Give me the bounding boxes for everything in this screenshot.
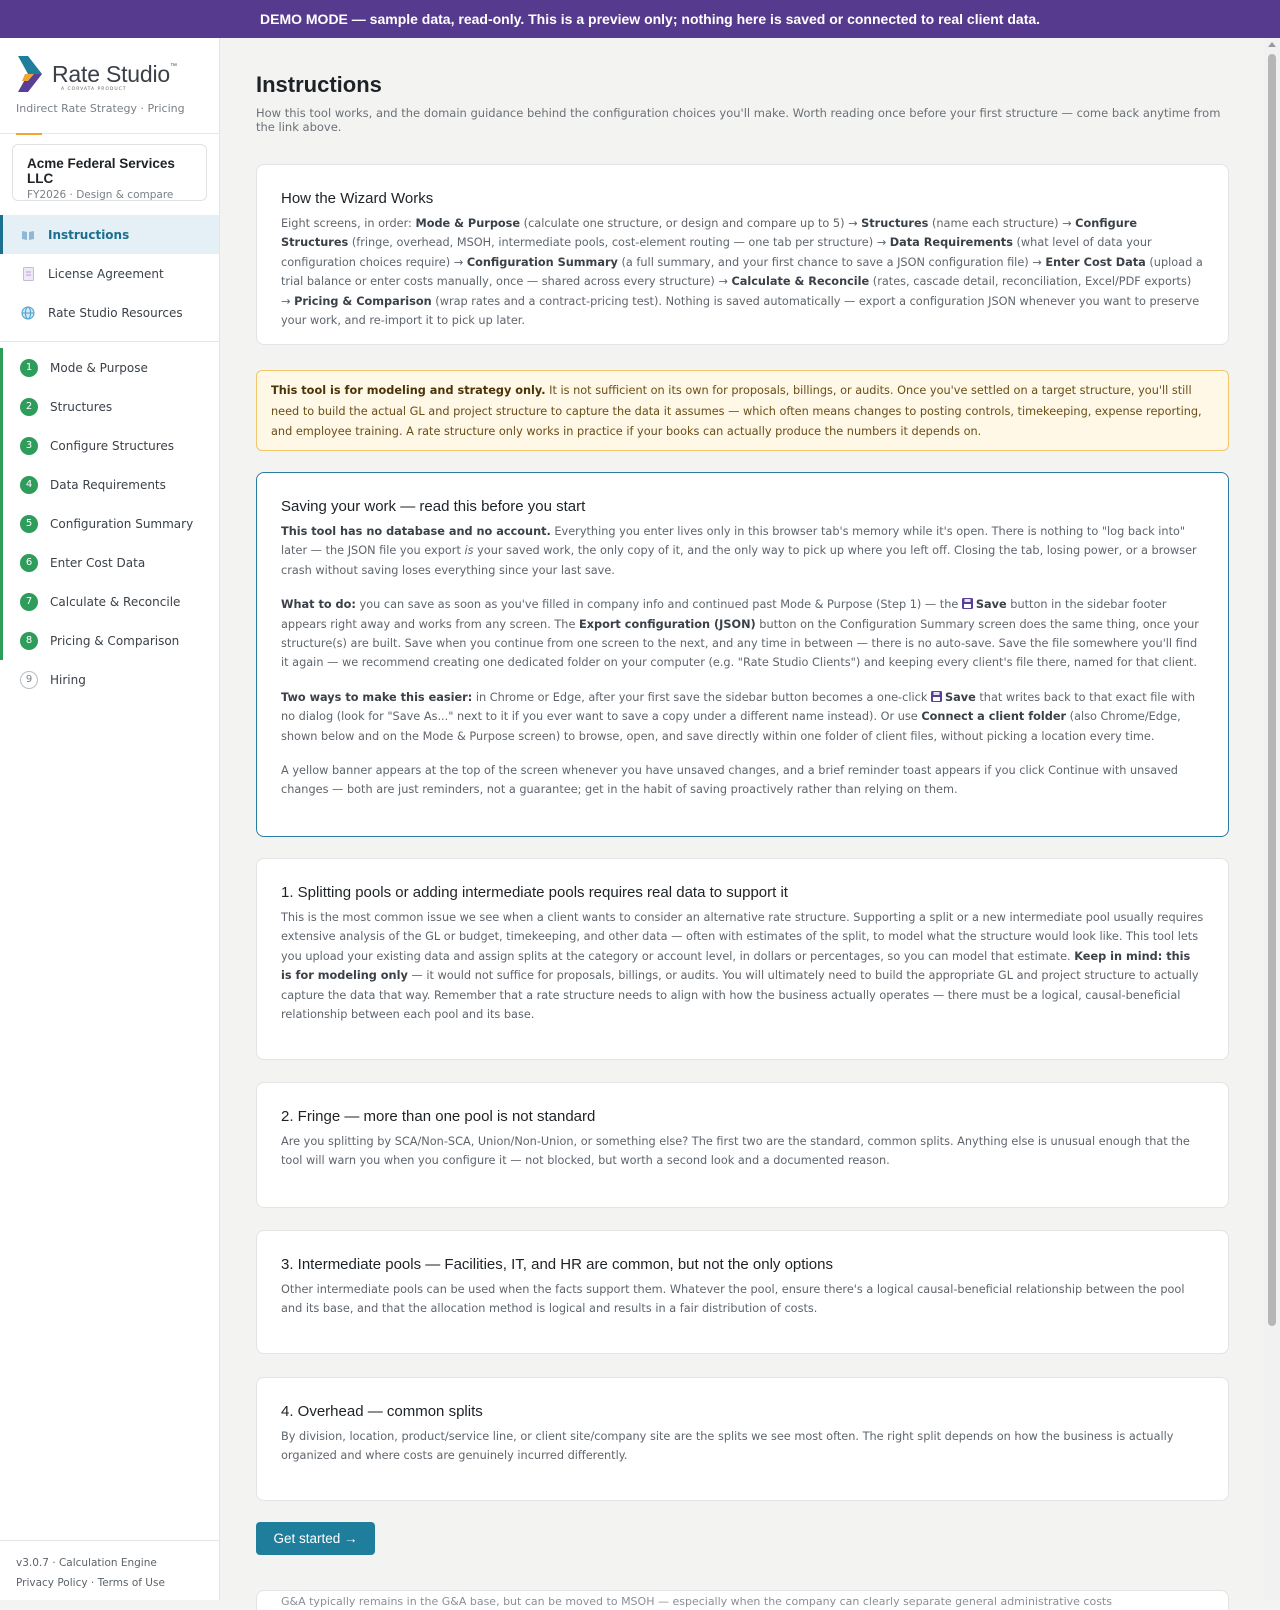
card-body: Are you splitting by SCA/Non-SCA, Union/Non-Union, or something else? The first two are the standard, common splits. Anything else is unusual enough that the tool will warn you when you configure it — not blocked, but worth a second look and a documented reason. (281, 1135, 1190, 1168)
sidebar-item-label: Configuration Summary (50, 516, 194, 531)
brand-accent-line (16, 133, 42, 135)
step-number-badge: 7 (20, 593, 38, 611)
sidebar-item-label: Pricing & Comparison (50, 633, 180, 648)
company-subtitle: FY2026 · Design & compare (27, 189, 174, 201)
sidebar-step-enter-cost-data[interactable] (0, 543, 219, 582)
step-number-badge: 3 (20, 437, 38, 455)
sidebar-step-data-requirements[interactable] (0, 465, 219, 504)
page-scrollbar[interactable] (1264, 38, 1280, 1600)
card-title: 4. Overhead — common splits (281, 1403, 483, 1420)
sidebar-divider (0, 341, 219, 342)
card-body: Other intermediate pools can be used when the facts support them. Whatever the pool, ensure there's a logical causal-beneficial relationship between the pool and its base, and that the allocation method is logical and results in a fair distribution of costs. (281, 1283, 1185, 1316)
sidebar-item-label: Hiring (50, 672, 86, 687)
card-title: 3. Intermediate pools — Facilities, IT, and HR are common, but not the only options (281, 1256, 833, 1273)
sidebar-item-label: Structures (50, 399, 113, 414)
sidebar-item-label: Mode & Purpose (50, 360, 148, 375)
step-number-badge: 8 (20, 632, 38, 650)
sidebar-item-license-agreement[interactable] (0, 254, 219, 293)
card-body: Eight screens, in order: Mode & Purpose (calculate one structure, or design and compare up to 5) → Structures (name each structure) → Configure Structures (fringe, overhead, MSOH, intermediate pools, cost-element routing — one tab per structure) → Data Requirements (what level of data your configuration choices require) → Configuration Summary (a full summary, and your first chance to save a JSON configuration file) → Enter Cost Data (upload a trial balance or enter costs manually, once — shared across every structure) → Calculate & Reconcile (rates, cascade detail, reconciliation, Excel/PDF exports) → Pricing & Comparison (wrap rates and a contract-pricing test). Nothing is saved automatically — export a configuration JSON whenever you want to preserve your work, and re-import it to pick up later. (281, 217, 1203, 328)
sidebar-item-label: Rate Studio Resources (48, 305, 183, 320)
step-number-badge: 1 (20, 359, 38, 377)
sidebar (0, 38, 220, 1600)
sidebar-step-hiring[interactable] (0, 660, 219, 699)
page-subtitle: How this tool works, and the domain guidance behind the configuration choices you'll make. Worth reading once before your first structure — come back anytime from the link above. (256, 106, 1221, 134)
card-title: How the Wizard Works (281, 190, 434, 207)
sidebar-footer (0, 1540, 219, 1600)
intermediate-pools-card (256, 1230, 1229, 1354)
brand-tagline: Indirect Rate Strategy · Pricing (16, 102, 185, 115)
sidebar-item-label: Calculate & Reconcile (50, 594, 181, 609)
card-title: 2. Fringe — more than one pool is not standard (281, 1108, 596, 1125)
sidebar-item-label: Configure Structures (50, 438, 175, 453)
globe-icon (20, 305, 36, 321)
saving-your-work-card (256, 472, 1229, 837)
sidebar-item-label: Enter Cost Data (50, 555, 146, 570)
floppy-disk-icon (931, 691, 942, 702)
footer-separator: · (87, 1577, 98, 1589)
book-icon (20, 227, 36, 243)
rate-studio-logo-icon (16, 54, 44, 94)
page-title: Instructions (256, 72, 382, 97)
floppy-disk-icon (962, 598, 973, 609)
next-card-partial (256, 1590, 1229, 1610)
step-number-badge: 4 (20, 476, 38, 494)
terms-of-use-link[interactable]: Terms of Use (97, 1577, 165, 1589)
card-paragraph: A yellow banner appears at the top of the screen whenever you have unsaved changes, and a brief reminder toast appears if you click Continue with unsaved changes — both are just reminders, not a guarantee; get in the habit of saving proactively rather than relying on them. (281, 764, 1178, 797)
sidebar-item-label: Data Requirements (50, 477, 166, 492)
sidebar-item-instructions[interactable] (0, 215, 219, 254)
sidebar-step-structures[interactable] (0, 387, 219, 426)
card-body: G&A typically remains in the G&A base, but can be moved to MSOH — especially when the company can clearly separate general administrative costs (281, 1595, 1112, 1608)
version-label: v3.0.7 · Calculation Engine (16, 1557, 157, 1569)
get-started-button[interactable]: Get started → (256, 1522, 375, 1555)
privacy-policy-link[interactable]: Privacy Policy (16, 1577, 88, 1589)
company-name: Acme Federal Services LLC (27, 156, 175, 186)
wizard-overview-card (256, 164, 1229, 345)
card-paragraph: This tool has no database and no account. Everything you enter lives only in this browser tab's memory while it's open. There is nothing to "log back into" later — the JSON file you export is your saved work, the only copy of it, and the only way to pick up where you left off. Closing the tab, losing power, or a browser crash without saving loses everything since your last save. (281, 525, 1197, 577)
footer-links (16, 1573, 203, 1593)
card-body: This is the most common issue we see when a client wants to consider an alternative rate structure. Supporting a split or a new intermediate pool usually requires extensive analysis of the GL or budget, timekeeping, and other data — often with estimates of the split, to model what the structure would look like. This tool lets you upload your existing data and assign splits at the category or account level, in dollars or percentages, so you can model that estimate. Keep in mind: this is for modeling only — it would not suffice for proposals, billings, or audits. You will ultimately need to build the appropriate GL and project structure to actually capture the data that way. Remember that a rate structure needs to align with how the business actually operates — there must be a logical, causal-beneficial relationship between each pool and its base. (281, 911, 1204, 1022)
sidebar-nav-top (0, 215, 219, 332)
card-paragraph: Two ways to make this easier: in Chrome or Edge, after your first save the sidebar button becomes a one-click Save that writes back to that exact file with no dialog (look for "Save As..." next to it if you ever want to save a copy under a different name instead). Or use Connect a client folder (also Chrome/Edge, shown below and on the Mode & Purpose screen) to browse, open, and save directly within one folder of client files, without picking a location every time. (281, 690, 1196, 743)
step-number-badge: 9 (20, 671, 38, 689)
card-title: Saving your work — read this before you start (281, 498, 586, 515)
step-number-badge: 5 (20, 515, 38, 533)
main-content (256, 38, 1230, 1608)
step-number-badge: 2 (20, 398, 38, 416)
sidebar-item-rate-studio-resources[interactable] (0, 293, 219, 332)
overhead-card (256, 1377, 1229, 1501)
sidebar-step-configuration-summary[interactable] (0, 504, 219, 543)
splitting-pools-card (256, 858, 1229, 1060)
card-paragraph: What to do: you can save as soon as you've filled in company info and continued past Mode & Purpose (Step 1) — the Save button in the sidebar footer appears right away and works from any screen. The Export configuration (JSON) button on the Configuration Summary screen does the same thing, once your structure(s) are built. Save when you continue from one screen to the next, and any time in between — there is no auto-save. Save the file somewhere you'll find it again — we recommend creating one dedicated folder on your computer (e.g. "Rate Studio Clients") and keeping every client's file there, named for that client. (281, 598, 1199, 670)
card-title: 1. Splitting pools or adding intermediate pools requires real data to support it (281, 884, 788, 901)
fringe-card (256, 1082, 1229, 1208)
demo-mode-banner: DEMO MODE — sample data, read-only. This is a preview only; nothing here is saved or connected to real client data. (0, 0, 1280, 38)
sidebar-item-label: Instructions (48, 227, 130, 242)
document-icon (20, 266, 36, 282)
sidebar-nav-steps (0, 348, 219, 699)
sidebar-step-calculate-reconcile[interactable] (0, 582, 219, 621)
sidebar-item-label: License Agreement (48, 266, 164, 281)
sidebar-step-configure-structures[interactable] (0, 426, 219, 465)
brand-header (0, 38, 219, 134)
brand-product-line: A CORVATA PRODUCT (61, 87, 127, 92)
sidebar-step-pricing-comparison[interactable] (0, 621, 219, 660)
card-body: By division, location, product/service line, or client site/company site are the splits we see most often. The right split depends on how the business is actually organized and where costs are genuinely incurred differently. (281, 1430, 1174, 1463)
step-number-badge: 6 (20, 554, 38, 572)
company-card[interactable] (12, 144, 207, 201)
sidebar-step-mode-purpose[interactable] (0, 348, 219, 387)
scrollbar-thumb[interactable] (1268, 54, 1276, 1326)
scroll-up-arrow-icon[interactable] (1268, 42, 1276, 47)
modeling-only-warning: This tool is for modeling and strategy only. It is not sufficient on its own for proposals, billings, or audits. Once you've settled on a target structure, you'll still need to build the actual GL and project structure to capture the data it assumes — which often means changes to posting controls, timekeeping, expense reporting, and employee training. A rate structure only works in practice if your books can actually produce the numbers it depends on. (256, 370, 1229, 451)
brand-name: Rate Studio™ (52, 60, 177, 87)
